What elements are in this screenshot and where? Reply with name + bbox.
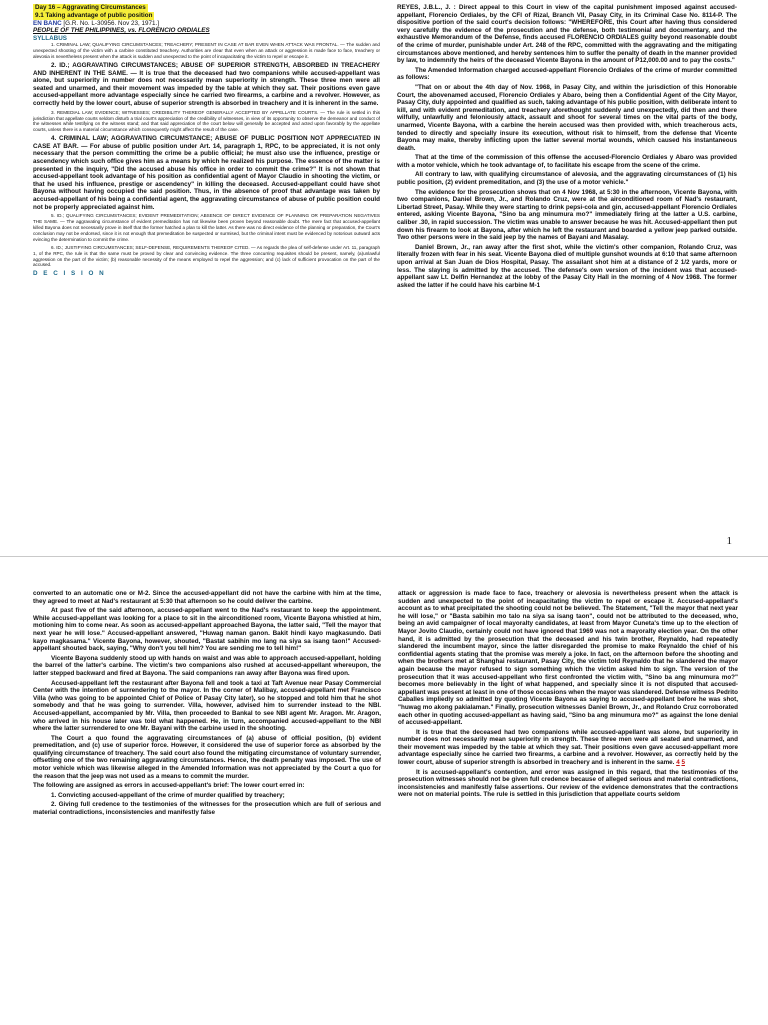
document-page-2 xyxy=(0,556,768,1025)
section-heading: 9.1 Taking advantage of public position xyxy=(35,11,153,19)
information-quote: "That on or about the 4th day of Nov. 1968, in Pasay City, and within the jurisdiction of this Honorable Court, the abovenamed accused, Florencio Ordiales y Abaro, being then a Confidential Agent of the City Mayor, Pasay City, duly appointed and qualified as such, taking advantage of his public position, with deliberate intent to kill, and with evident premeditation, and treachery aforethought suddenly and unexpectedly, did then and there wilfully, unlawfully and feloniously attack, assault and shoot for several times on the vital parts of the body, unarmed, Vicente Bayona, with a carbine the herein accused was then provided with, which treacherous acts, tended to directly and specially insure its execution, without risk to himself, from the defense that Vicente Bayona may make, thereby inflicting upon the latter several mortal wounds, which caused his instantaneous death. xyxy=(397,83,737,152)
en-banc-label: EN BANC xyxy=(33,19,62,27)
carbine-paragraph: converted to an automatic one or M-2. Since the accused-appellant did not have the carbine with him at the time, they agreed to meet at Nad's restaurant at 5:30 that afternoon so he could deliver the carbine. xyxy=(33,590,381,605)
page2-right-column xyxy=(398,590,738,1025)
page2-left-column xyxy=(33,590,381,1025)
credibility-paragraph: It is accused-appellant's contention, and error was assigned in this regard, that the testimonies of the prosecution witnesses should not be given full credence because of alleged serious and material contradictions, inconsistencies and manifestly false assertions. Our review of the evidence demonstrates that the contractions were not on material points. The rule is settled in this jurisdiction that appellate courts seldom xyxy=(398,768,738,799)
footnote-4-link[interactable]: 4 xyxy=(676,759,680,767)
page-number: 1 xyxy=(726,535,732,547)
brown-cruz-paragraph: Daniel Brown, Jr., ran away after the first shot, while the victim's other companion, Rolando Cruz, was literally frozen with fear in his seat. Vicente Bayona died of multiple gunshot wounds at 6:10 that same afternoon upon arrival at San Juan de Dios Hospital, Pasay. The assailant shot him at a distance of 2 1/2 yards, more or less. The slaying is admitted by the accused. The defense's own version of the incident was that accused-appellant saw Lt. Delfin Hernandez at the lobby of the Pasay City Hall in the morning of 4 Nov 1968. The former asked the latter if he could have his carbine M-1 xyxy=(397,243,737,289)
stood-up-paragraph: Vicente Bayona suddenly stood up with hands on waist and was able to approach accused-appellant, holding the barrel of the latter's carbine. The victim's two companions also rushed at accused-appellant whereupon, the latter stepped backward and fired at Bayona. The said companions ran away after Bayona was fired upon. xyxy=(33,654,381,677)
superior-strength-text: It is true that the deceased had two companions while accused-appellant was alone, but superiority in number does not necessarily mean superiority in strength. These three men were all seated and unarmed, and their movement was impeded by the table at which they sat. Their positions even gave accused-appellant more advantage especially since he carried two firearms, a carbine and a revolver. However, as correctly held by the lower court, abuse of superior strength is absorbed in treachery and is inherent in the same. xyxy=(398,728,738,767)
case-number-line xyxy=(33,20,380,28)
decision-heading: D E C I S I O N xyxy=(33,270,106,278)
surrender-paragraph: Accused-appellant left the restaurant after Bayona fell and took a taxi at Taft Avenue near Pasay Commercial Center with the intention of surrendering to the mayor. In the corner of Malibay, accused-appellant met Francisco Villa (who was going to be appointed Chief of Police of Pasay City later), so he stopped and told him that he shot somebody and that he was going to surrender. Villa, however, advised him to surrender instead to the NBI. Accused-appellant, accompanied by Mr. Villa, then proceeded to Bankal to see NBI agent Mr. Aragon. Mr. Aragon, who arrived in his house later was told what happened. He, in turn, accompanied accused-appellant to the NBI where the latter surrendered to one Mr. Bayani with the carbine used in the shooting. xyxy=(33,679,381,733)
error-item-2: 2. Giving full credence to the testimonies of the witnesses for the prosecution which are full of serious and material contradictions, inconsistencies and manifestly false xyxy=(33,801,381,817)
error-item-1: 1. Convicting accused-appellant of the crime of murder qualified by treachery; xyxy=(51,791,285,799)
motor-vehicle-paragraph: That at the time of the commission of this offense the accused-Florencio Ordiales y Abaro was provided with a motor vehicle, which he took advantage of, to facilitate his escape from the scene of the crime. xyxy=(397,154,737,169)
syllabus-item-1: 1. CRIMINAL LAW; QUALIFYING CIRCUMSTANCES; TREACHERY; PRESENT IN CASE AT BAR EVEN WHEN ATTACK WAS FRONTAL. — The sudden and unexpected shooting of the victim with a carbine constituted treachery. Authorities are clear that even when an attack or aggression is made face to face, treachery or alevosia is nevertheless present when the attack is sudden and unexpected to the point of incapacitating the victim to repel or escape it. xyxy=(33,42,380,60)
restaurant-paragraph: At past five of the said afternoon, accused-appellant went to the Nad's restaurant to keep the appointment. While accused-appellant was looking for a place to sit in the airconditioned room, Vicente Bayona whistled at him, motioning him to come near. As soon as accused-appellant approached Bayona, the latter said, "Tell the mayor that next year he will lose." Accused-appellant answered, "Huwag naman ganon. Bakit hindi kayo magkasundo. Dati kayo magkasama." Vicente Bayona, however, shouted, "Bastat sabihin mo lang na siya sa isang taon!" Accused-appellant shouted back, saying, "Why don't you tell him? You are sending me to tell him!" xyxy=(33,607,381,653)
syllabus-item-2: 2. ID.; AGGRAVATING CIRCUMSTANCES; ABUSE OF SUPERIOR STRENGTH, ABSORBED IN TREACHERY AND INHERENT IN THE SAME. — It is true that the deceased had two companions while accused-appellant was alone, but superiority in number does not necessarily mean superiority in strength. These three men were all seated and unarmed, and their movement was impeded by the table at which they sat. Their positions even gave accused-appellant more advantage especially since he carried two firearms, a carbine and a revolver. However, as correctly held by the lower court, abuse of superior strength is absorbed in treachery and it is inherent in the same. xyxy=(33,62,380,108)
syllabus-label: SYLLABUS xyxy=(33,34,67,42)
syllabus-item-6: 6. ID.; JUSTIFYING CIRCUMSTANCES; SELF-DEFENSE, REQUIREMENTS THEREOF CITED. — As regards the plea of self-defense under Art. 11, paragraph 1, of the RPC, the rule is that the same must be proved by clear and convincing evidence. The three concurring requisites should be present, namely, (a)unlawful aggression on the part of the victim; (b) reasonable necessity of the means employed to repel the aggression; and (c) lack of sufficient provocation on the part of the accused. xyxy=(33,244,380,268)
superior-strength-paragraph xyxy=(398,729,738,767)
footnote-5-link[interactable]: 5 xyxy=(681,759,685,767)
syllabus-item-3: 3. REMEDIAL LAW; EVIDENCE; WITNESSES; CREDIBILITY THEREOF GENERALLY ACCEPTED BY APPELLATE COURTS. — The rule is settled in this jurisdiction that appellate courts seldom disturb a trial court's appreciation of the credibility of witnesses, in view of its opportunity to observe the demeanor and conduct of the witnesses while testifying on the witness stand; and that said appreciation of the court below will generally be accepted and acted upon favorably by the appellate courts, unless there is a material circumstance which consequently might affect the result of the case. xyxy=(33,109,380,133)
opinion-intro: REYES, J.B.L., J. : Direct appeal to this Court in view of the capital punishment imposed against accused-appellant, Florencio Ordiales, by the CFI of Rizal, Branch VII, Pasay City, in its Criminal Case No. 8114-P. The dispositive portion of the said court's decision follows: "WHEREFORE, this Court after having thus considered very carefully the evidence of the prosecution and the defense, both testimonial and documentary, and the exhaustive Memorandum of the Defense, finds accused FLORENCIO ORDIALES guilty beyond reasonable doubt of the crime of murder, punishable under Art. 248 of the RPC, committed with the aggravating and the mitigating circumstances above mentioned, and hereby sentences him to suffer the penalty of death in the manner provided by law, to indemnify the heirs of the deceased Vicente Bayona in the amount of P12,000.00 and to pay the costs." xyxy=(397,4,737,65)
gr-number: [G.R. No. L-30956. Nov 23, 1971.] xyxy=(61,19,159,27)
day-heading: Day 16 – Aggravating Circumstances xyxy=(35,4,146,11)
errors-intro: The following are assigned as errors in accused-appellant's brief: The lower court erred in: xyxy=(33,782,305,790)
alevosia-paragraph: All contrary to law, with qualifying circumstance of alevosia, and the aggravating circumstances of (1) his public position, (2) evident premeditation, and (3) the use of a motor vehicle." xyxy=(397,171,737,187)
syllabus-item-4: 4. CRIMINAL LAW; AGGRAVATING CIRCUMSTANCE; ABUSE OF PUBLIC POSITION NOT APPRECIATED IN CASE AT BAR. — For abuse of public position under Art. 14, paragraph 1, RPC, to be appreciated, it is not only necessary that the person committing the crime be a public official; he must also use the influence, prestige or ascendency which such office gives him as a means by which he realized his purpose. The essence of the matter is presented in the inquiry, "Did the accused abuse his office in order to commit the crime?" It is not shown that accused-appellant took advantage of his position as confidential agent of Mayor Claudio in shooting the victim, or that he used his influence, prestige or ascendency" in killing the deceased. Accused-appellant could have shot Bayona without having occupied the said position. Thus, in the absence of proof that advantage was taken by accused-appellant of his being a confidential agent, the aggravating circumstance of abuse of public position could not be properly appreciated against him. xyxy=(33,135,380,211)
court-a-quo-paragraph: The Court a quo found the aggravating circumstances of (a) abuse of official position, (b) evident premeditation, and (c) use of superior force. However, it considered the use of superior force as absorbed by the qualifying circumstance of treachery. The said court also found the mitigating circumstance of voluntary surrender, offsetting one of the two remaining aggravating circumstances. Hence, the death penalty was imposed. The use of motor vehicle which was likewise alleged in the Amended Information was not appreciated by the Court a quo for the reason that the jeep was not used as a means to commit the murder. xyxy=(33,734,381,780)
amended-information-intro: The Amended Information charged accused-appellant Florencio Ordiales of the crime of murder committed as follows: xyxy=(397,66,737,82)
case-title: PEOPLE OF THE PHILIPPINES, vs. FLORENCIO ORDIALES xyxy=(33,27,210,35)
prosecution-evidence-paragraph: The evidence for the prosecution shows that on 4 Nov 1968, at 5:30 in the afternoon, Vicente Bayona, with two companions, Daniel Brown, Jr., and Rolando Cruz, were at the airconditioned room of Nad's restaurant, Libertad Street, Pasay. While they were starting to drink pepsi-cola and gin, accused-appellant Florencio Ordiales entered, asking Vicente Bayona, "Sino ba ang minumura mo?" immediately firing at the latter a U.S. carbine, caliber .30, in rapid succession. The victim was unable to answer because he was hit. Accused-appellant then put down his firearm to look at Bayona, after which he left the restaurant and boarded a yellow jeep parked outside. Two other persons were in the said jeep by the names of Bayani and Masalay. xyxy=(397,188,737,242)
syllabus-item-5: 5. ID.; QUALIFYING CIRCUMSTANCES; EVIDENT PREMEDITATION; ABSENCE OF DIRECT EVIDENCE OF PLANNING OR PREPARATION NEGATIVES THE SAME. — The aggravating circumstance of evident premeditation has not likewise been proven beyond reasonable doubt. The mere fact that accused-appellant killed Bayona does not necessarily prove in itself that the former hatched a plan to kill the latter. As there was no direct evidence of the planning or preparation, the Court's conclusion may not be endorsed, since it is not enough that premeditation be suspected or surmised, but the criminal intent must be evidenced by notorious outward acts evincing the determination to commit the crime. xyxy=(33,213,380,242)
page1-left-column xyxy=(33,4,380,549)
page1-right-column xyxy=(397,4,737,524)
treachery-paragraph: attack or aggression is made face to face, treachery or alevosia is nevertheless present when the attack is sudden and unexpected to the point of incapacitating the victim to repel or escape it. Accused-appellant's account as to what precipitated the shooting could not be believed. The Statement, "Tell the mayor that next year he will lose," or "Basta sabihin mo talo na siya sa isang taon", could not be attributed to the deceased, who, being an avid campaigner of local mayoralty candidates, at least from Mayor Cuneta's time up to the election of Mayor Jovito Claudio, certainly could not have ignored that 1969 was not a mayoralty election year. On the other hand, it is admitted by the prosecution that the deceased and his twin brother, Reynaldo, had repeatedly slandered the incumbent mayor, since the latter disregarded the promise to make Reynaldo the chief of his confidential agents stating that the promise was merely a joke. In fact, on the afternoon before the shooting and when the brothers met at Shanghai restaurant, Pasay City, the victim told Reynaldo that he slandered the mayor again because the mayor refused to sign something which the victim asked him to sign. The version of the prosecution that it was accused-appellant who first confronted the victim with, "Sino ba ang minumura mo?" becomes more believably in the light of what happened, and specially since it is not disputed that accused-appellant was present at least in one of those occasions when the mayor was slandered. Defense witness Pedrito Caballes impliedly so admitted by quoting Vicente Bayona as saying to accused-appellant before he was shot, "huwag mo akong pakialaman." Finally, prosecution witnesses Daniel Brown, Jr., and Rolando Cruz corroborated each other in quoting accused-appellant as having said, "Sino ba ang minumura mo?" as against the lone denial of accused-appellant. xyxy=(398,590,738,727)
